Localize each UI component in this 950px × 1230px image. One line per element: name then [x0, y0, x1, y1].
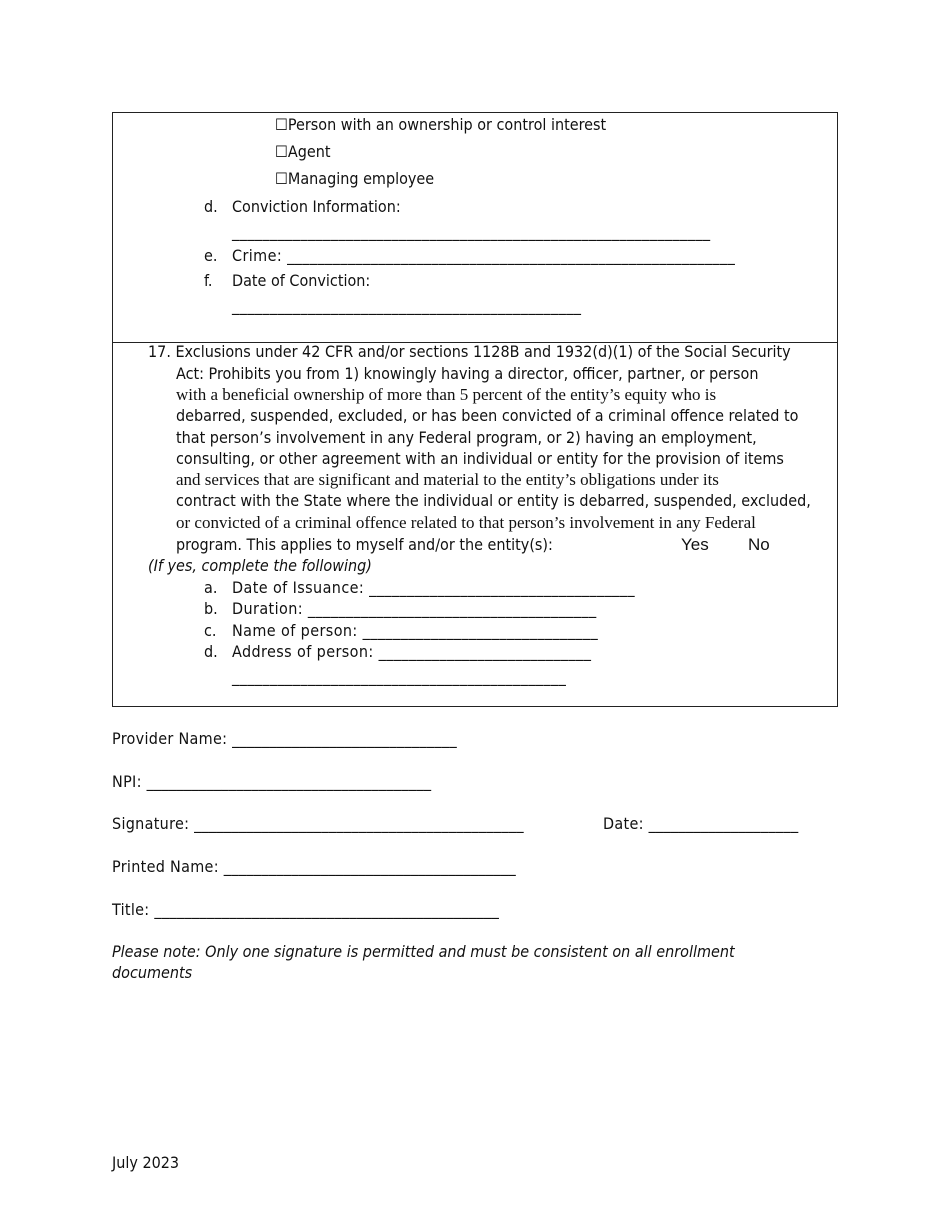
section-17-line8: contract with the State where the individual or entity is debarred, suspended, excluded,	[176, 491, 811, 510]
footer-date: July 2023	[112, 1153, 180, 1172]
address-of-person-field-line2[interactable]: ____________________________________________	[232, 667, 567, 686]
item-a-letter: a.	[204, 578, 218, 597]
section-17-line4: debarred, suspended, excluded, or has been convicted of a criminal offence related to	[176, 406, 799, 425]
section-17-line10: program. This applies to myself and/or the entity(s):	[176, 535, 553, 554]
item-b-letter: b.	[204, 599, 218, 618]
section-17-line5: that person’s involvement in any Federal program, or 2) having an employment,	[176, 428, 757, 447]
note-line2: documents	[112, 963, 193, 982]
date-of-conviction-label: Date of Conviction:	[232, 271, 371, 290]
date-field[interactable]: Date: ____________________	[603, 814, 799, 833]
item-e-letter: e.	[204, 246, 218, 265]
section-17-line1: 17. Exclusions under 42 CFR and/or sections 1128B and 1932(d)(1) of the Social Security	[148, 342, 791, 361]
address-of-person-field[interactable]: Address of person: ____________________________	[232, 642, 592, 661]
printed-name-field[interactable]: Printed Name: _______________________________________	[112, 857, 517, 876]
checkbox-row-ownership[interactable]	[275, 115, 606, 134]
date-of-issuance-field[interactable]: Date of Issuance: ___________________________________	[232, 578, 635, 597]
title-field[interactable]: Title: ______________________________________________	[112, 900, 500, 919]
section-17-line6: consulting, or other agreement with an individual or entity for the provision of items	[176, 449, 784, 468]
checkbox-managing-employee[interactable]: ☐	[275, 169, 288, 188]
name-of-person-field[interactable]: Name of person: _______________________________	[232, 621, 599, 640]
checkbox-row-agent[interactable]	[275, 142, 331, 161]
npi-field[interactable]: NPI: ______________________________________	[112, 772, 432, 791]
section-17-line9: or convicted of a criminal offence related to that person’s involvement in any Federal	[176, 513, 756, 532]
item-d-letter: d.	[204, 197, 218, 216]
section-17-line7: and services that are significant and material to the entity’s obligations under its	[176, 470, 719, 489]
item-c-letter: c.	[204, 621, 217, 640]
item-d2-letter: d.	[204, 642, 218, 661]
crime-field[interactable]: Crime: ___________________________________________________________	[232, 246, 736, 265]
signature-field[interactable]: Signature: ____________________________________________	[112, 814, 524, 833]
yes-option[interactable]: Yes	[681, 535, 709, 554]
no-option[interactable]: No	[748, 535, 770, 554]
checkbox-agent[interactable]: ☐	[275, 142, 288, 161]
section-17-line3: with a beneficial ownership of more than 5 percent of the entity’s equity who is	[176, 385, 717, 404]
item-f-letter: f.	[204, 271, 213, 290]
checkbox-label-managing-employee: Managing employee	[287, 169, 435, 188]
checkbox-label-agent: Agent	[287, 142, 331, 161]
checkbox-row-managing-employee[interactable]	[275, 169, 434, 188]
date-of-conviction-field[interactable]: ______________________________________________	[232, 296, 582, 315]
if-yes-instruction: (If yes, complete the following)	[148, 556, 372, 575]
note-line1: Please note: Only one signature is permitted and must be consistent on all enrollment	[112, 942, 735, 961]
checkbox-ownership[interactable]: ☐	[275, 115, 288, 134]
duration-field[interactable]: Duration: ______________________________________	[232, 599, 597, 618]
section-17-line2: Act: Prohibits you from 1) knowingly having a director, officer, partner, or person	[176, 364, 759, 383]
provider-name-field[interactable]: Provider Name: ______________________________	[112, 729, 458, 748]
conviction-info-label: Conviction Information:	[232, 197, 401, 216]
conviction-info-field[interactable]: _______________________________________________________________	[232, 222, 711, 241]
checkbox-label-ownership: Person with an ownership or control interest	[287, 115, 607, 134]
